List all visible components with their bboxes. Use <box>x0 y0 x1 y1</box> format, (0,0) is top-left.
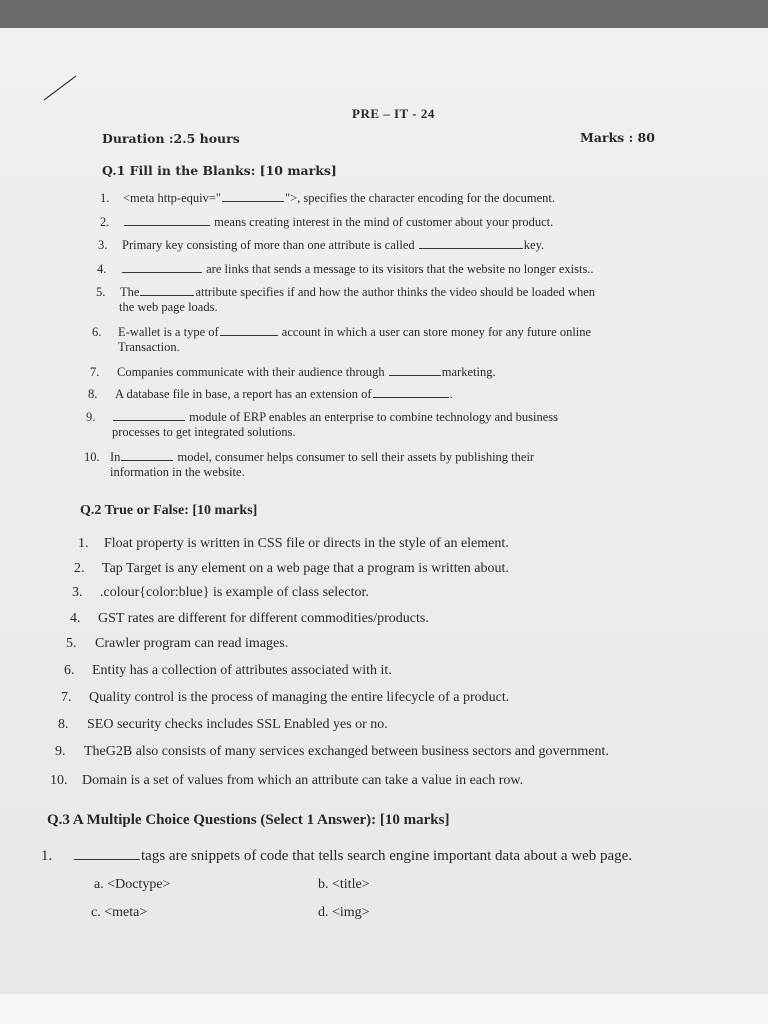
q2-title: Q.2 True or False: [10 marks] <box>80 503 258 518</box>
exam-paper <box>0 28 768 994</box>
background-bottom <box>0 994 768 1024</box>
q2-item: 10. Domain is a set of values from which an attribute can take a value in each row. <box>50 773 524 788</box>
q2-item: 9. TheG2B also consists of many services exchanged between business sectors and government. <box>55 744 609 759</box>
q2-item: 1. Float property is written in CSS file or directs in the style of an element. <box>78 536 509 551</box>
q1-item: 2. means creating interest in the mind of customer about your product. <box>100 215 554 229</box>
q1-item: 6. E-wallet is a type of account in which a user can store money for any future online Transaction. <box>92 325 592 354</box>
q3-question: 1. tags are snippets of code that tells search engine important data about a web page. <box>41 848 633 864</box>
background-top <box>0 0 768 28</box>
q1-item: 1. <meta http-equiv=" ">, specifies the character encoding for the document. <box>100 191 556 205</box>
q3-title: Q.3 A Multiple Choice Questions (Select 1 Answer): [10 marks] <box>47 812 450 828</box>
q2-item: 4. GST rates are different for different commodities/products. <box>70 611 429 626</box>
q1-item: 10. In model, consumer helps consumer to sell their assets by publishing their information in the website. <box>84 450 535 479</box>
option-b: b. <title> <box>318 877 370 892</box>
option-d: d. <img> <box>318 905 370 920</box>
q2-item: 8. SEO security checks includes SSL Enabled yes or no. <box>58 717 388 732</box>
duration: Duration :2.5 hours <box>102 131 240 146</box>
q1-item: 5. The attribute specifies if and how the author thinks the video should be loaded when the web page loads. <box>96 285 595 314</box>
option-c: c. <meta> <box>91 905 148 920</box>
q2-item: 2. Tap Target is any element on a web page that a program is written about. <box>74 561 509 576</box>
option-a: a. <Doctype> <box>94 877 171 892</box>
q2-item: 3. .colour{color:blue} is example of class selector. <box>72 585 369 600</box>
q1-item: 4. are links that sends a message to its visitors that the website no longer exists.. <box>97 262 594 276</box>
q1-item: 7. Companies communicate with their audience through marketing. <box>90 365 496 379</box>
q1-title: Q.1 Fill in the Blanks: [10 marks] <box>102 163 337 178</box>
q2-item: 5. Crawler program can read images. <box>66 636 289 651</box>
q1-item: 9. module of ERP enables an enterprise to combine technology and business processes to get integrated solutions. <box>86 410 559 439</box>
pen-mark-icon <box>40 72 80 104</box>
q1-item: 3. Primary key consisting of more than one attribute is called key. <box>98 238 545 252</box>
paper-code: PRE – IT - 24 <box>352 106 435 121</box>
q1-item: 8. A database file in base, a report has an extension of . <box>88 387 453 401</box>
q2-item: 7. Quality control is the process of managing the entire lifecycle of a product. <box>61 690 510 705</box>
marks: Marks : 80 <box>580 130 655 145</box>
q2-item: 6. Entity has a collection of attributes associated with it. <box>64 663 392 678</box>
